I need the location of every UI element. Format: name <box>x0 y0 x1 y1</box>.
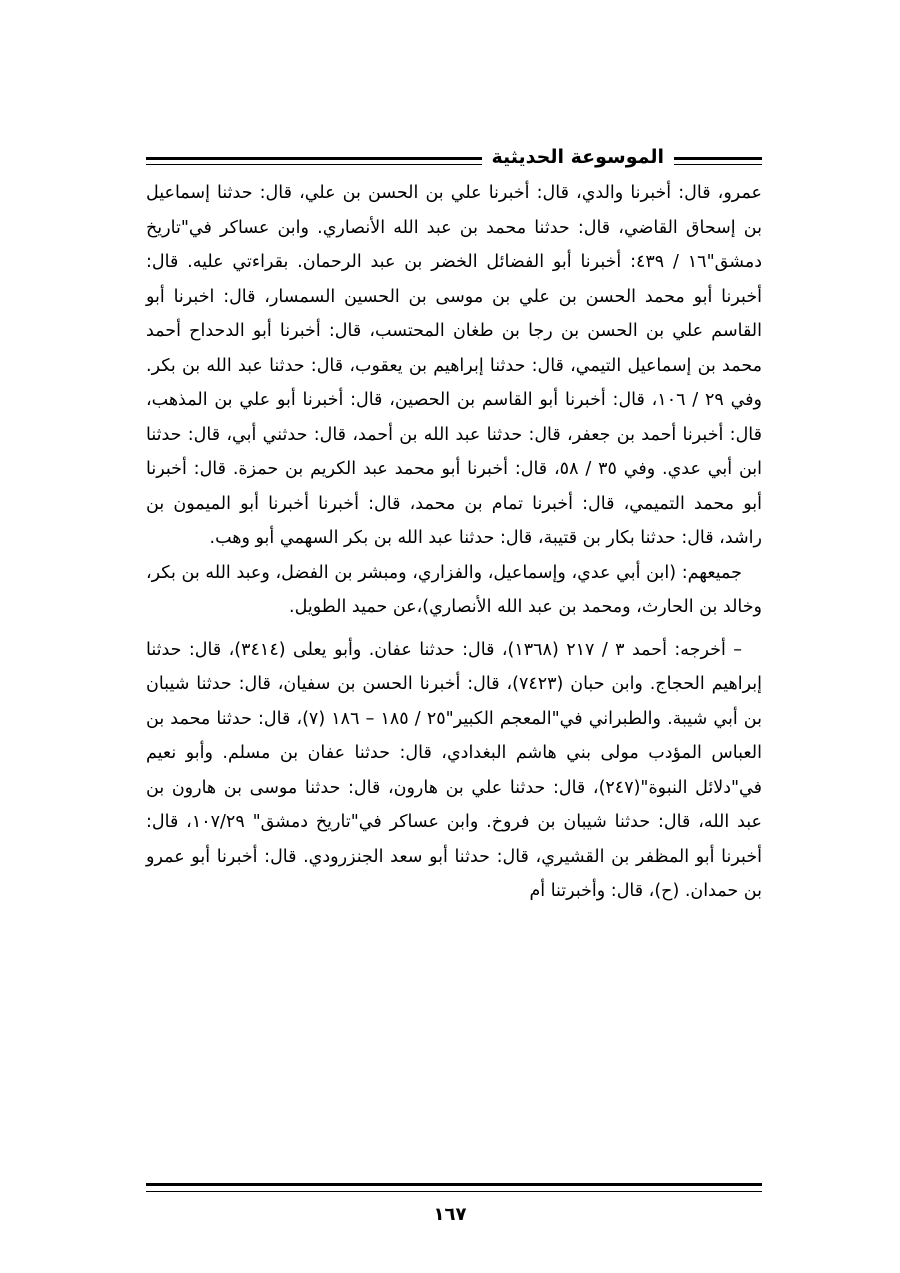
paragraph-summary: جميعهم: (ابن أبي عدي، وإسماعيل، والفزاري، ومبشر بن الفضل، وعبد الله بن بكر، وخالد بن الحارث، ومحمد بن عبد الله الأنصاري)،عن حميد الطويل. <box>146 562 762 617</box>
footer-rule <box>146 1183 762 1192</box>
header-rule-left <box>146 157 536 165</box>
page-number: ١٦٧ <box>433 1204 467 1225</box>
paragraph-takhrij: – أخرجه: أحمد ٣ / ٢١٧ (١٣٦٨)، قال: حدثنا عفان. وأبو يعلى (٣٤١٤)، قال: حدثنا إبراهيم الحجاج. وابن حبان (٧٤٢٣)، قال: أخبرنا الحسن بن سفيان، قال: حدثنا شيبان بن أبي شيبة. والطبراني في"المعجم الكبير"٢٥ / ١٨٥ – ١٨٦ (٧)، قال: حدثنا محمد بن العباس المؤدب مولى بني هاشم البغدادي، قال: حدثنا عفان بن مسلم. وأبو نعيم في"دلائل النبوة"(٢٤٧)، قال: حدثنا علي بن هارون، قال: حدثنا موسى بن هارون بن عبد الله، قال: حدثنا شيبان بن فروخ. وابن عساكر في"تاريخ دمشق" ١٠٧/٢٩، قال: أخبرنا أبو المظفر بن القشيري، قال: حدثنا أبو سعد الجنزرودي. قال: أخبرنا أبو عمرو بن حمدان. (ح)، قال: وأخبرتنا أم <box>146 639 762 901</box>
page-body <box>146 176 762 909</box>
paragraph-isnad-continuation: عمرو، قال: أخبرنا والدي، قال: أخبرنا علي بن الحسن بن علي، قال: حدثنا إسماعيل بن إسحاق القاضي، قال: حدثنا محمد بن عبد الله الأنصاري. وابن عساكر في"تاريخ دمشق"١٦ / ٤٣٩: أخبرنا أبو الفضائل الخضر بن عبد الرحمان. بقراءتي عليه. قال: أخبرنا أبو محمد الحسن بن علي بن موسى بن الحسين السمسار، قال: اخبرنا أبو القاسم علي بن الحسن بن رجا بن طغان المحتسب، قال: أخبرنا أبو الدحداح أحمد محمد بن إسماعيل التيمي، قال: حدثنا إبراهيم بن يعقوب، قال: حدثنا عبد الله بن بكر. وفي ٢٩ / ١٠٦، قال: أخبرنا أبو القاسم بن الحصين، قال: أخبرنا أبو علي بن المذهب، قال: أخبرنا أحمد بن جعفر، قال: حدثنا عبد الله بن أحمد، قال: حدثني أبي، قال: حدثنا ابن أبي عدي. وفي ٣٥ / ٥٨، قال: أخبرنا أبو محمد عبد الكريم بن حمزة. قال: أخبرنا أبو محمد التميمي، قال: أخبرنا تمام بن محمد، قال: أخبرنا أخبرنا أبو الميمون بن راشد، قال: حدثنا بكار بن قتيبة، قال: حدثنا عبد الله بن بكر السهمي أبو وهب. <box>146 183 762 548</box>
running-header <box>146 143 762 173</box>
header-rule-right <box>672 157 762 165</box>
header-title: الموسوعة الحديثية <box>482 143 675 173</box>
